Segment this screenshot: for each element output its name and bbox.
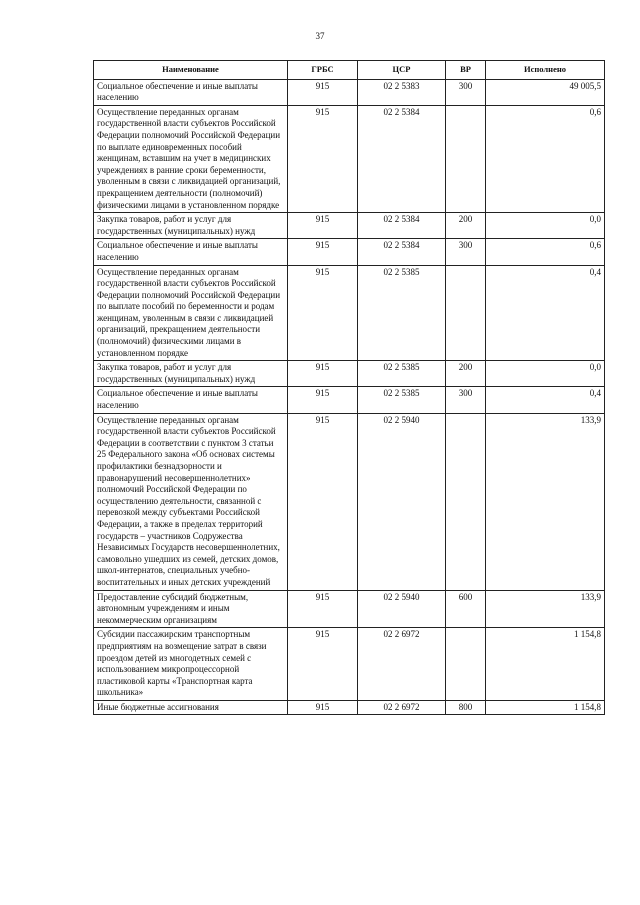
row-grbs: 915 [288, 361, 358, 387]
row-vr: 200 [446, 361, 486, 387]
row-executed: 133,9 [486, 590, 605, 628]
row-executed: 49 005,5 [486, 79, 605, 105]
row-grbs: 915 [288, 700, 358, 715]
column-header-executed: Исполнено [486, 61, 605, 80]
row-executed: 0,6 [486, 239, 605, 265]
budget-table [93, 60, 605, 715]
row-name: Предоставление субсидий бюджетным, автономным учреждениям и иным некоммерческим организациям [94, 590, 288, 628]
column-header-name: Наименование [94, 61, 288, 80]
column-header-grbs: ГРБС [288, 61, 358, 80]
table-row [94, 413, 605, 590]
row-name: Закупка товаров, работ и услуг для государственных (муниципальных) нужд [94, 213, 288, 239]
row-csr: 02 2 5384 [358, 213, 446, 239]
row-vr: 600 [446, 590, 486, 628]
row-grbs: 915 [288, 105, 358, 212]
row-vr: 800 [446, 700, 486, 715]
row-name: Субсидии пассажирским транспортным предприятиям на возмещение затрат в связи проездом детей из многодетных семей с использованием микропроцессорной пластиковой карты «Транспортная карта школьника» [94, 628, 288, 701]
table-row [94, 590, 605, 628]
row-executed: 133,9 [486, 413, 605, 590]
row-grbs: 915 [288, 265, 358, 361]
row-vr: 300 [446, 387, 486, 413]
row-name: Закупка товаров, работ и услуг для государственных (муниципальных) нужд [94, 361, 288, 387]
table-header-row [94, 61, 605, 80]
row-name: Иные бюджетные ассигнования [94, 700, 288, 715]
row-vr [446, 105, 486, 212]
row-vr: 300 [446, 239, 486, 265]
table-row [94, 387, 605, 413]
page-number: 37 [315, 31, 325, 41]
table-row [94, 265, 605, 361]
row-csr: 02 2 5940 [358, 590, 446, 628]
row-executed: 1 154,8 [486, 628, 605, 701]
row-executed: 0,6 [486, 105, 605, 212]
row-csr: 02 2 5384 [358, 239, 446, 265]
table-row [94, 79, 605, 105]
row-vr [446, 413, 486, 590]
row-vr [446, 265, 486, 361]
row-csr: 02 2 6972 [358, 700, 446, 715]
row-csr: 02 2 5385 [358, 361, 446, 387]
row-vr: 200 [446, 213, 486, 239]
row-vr [446, 628, 486, 701]
row-csr: 02 2 5384 [358, 105, 446, 212]
table-row [94, 213, 605, 239]
column-header-csr: ЦСР [358, 61, 446, 80]
column-header-vr: ВР [446, 61, 486, 80]
row-grbs: 915 [288, 79, 358, 105]
table-row [94, 239, 605, 265]
row-name: Социальное обеспечение и иные выплаты населению [94, 387, 288, 413]
table-row [94, 105, 605, 212]
row-csr: 02 2 5383 [358, 79, 446, 105]
row-grbs: 915 [288, 213, 358, 239]
row-executed: 0,4 [486, 387, 605, 413]
row-grbs: 915 [288, 413, 358, 590]
row-grbs: 915 [288, 590, 358, 628]
row-executed: 0,0 [486, 361, 605, 387]
row-grbs: 915 [288, 239, 358, 265]
row-csr: 02 2 5940 [358, 413, 446, 590]
row-grbs: 915 [288, 387, 358, 413]
row-name: Осуществление переданных органам государственной власти субъектов Российской Федерации в соответствии с пунктом 3 статьи 25 Федерального закона «Об основах системы профилактики безнадзорности и правонарушений несовершеннолетних» полномочий Российской Федерации по осуществлению деятельности, связанной с перевозкой между субъектами Российской Федерации, а также в пределах территорий государств – участников Содружества Независимых Государств несовершеннолетних, самовольно ушедших из семей, детских домов, школ-интернатов, специальных учебно-воспитательных и иных детских учреждений [94, 413, 288, 590]
row-name: Осуществление переданных органам государственной власти субъектов Российской Федерации полномочий Российской Федерации по выплате единовременных пособий женщинам, вставшим на учет в медицинских учреждениях в ранние сроки беременности, уволенным в связи с ликвидацией организаций, прекращением деятельности (полномочий) физическими лицами в установленном порядке [94, 105, 288, 212]
row-csr: 02 2 5385 [358, 387, 446, 413]
table-row [94, 628, 605, 701]
row-name: Социальное обеспечение и иные выплаты населению [94, 239, 288, 265]
row-csr: 02 2 5385 [358, 265, 446, 361]
table-row [94, 361, 605, 387]
row-name: Социальное обеспечение и иные выплаты населению [94, 79, 288, 105]
row-csr: 02 2 6972 [358, 628, 446, 701]
row-vr: 300 [446, 79, 486, 105]
row-executed: 0,4 [486, 265, 605, 361]
row-name: Осуществление переданных органам государственной власти субъектов Российской Федерации полномочий Российской Федерации по выплате пособий по беременности и родам женщинам, уволенным в связи с ликвидацией организаций, прекращением деятельности (полномочий) физическими лицами в установленном порядке [94, 265, 288, 361]
row-grbs: 915 [288, 628, 358, 701]
table-row [94, 700, 605, 715]
row-executed: 0,0 [486, 213, 605, 239]
row-executed: 1 154,8 [486, 700, 605, 715]
